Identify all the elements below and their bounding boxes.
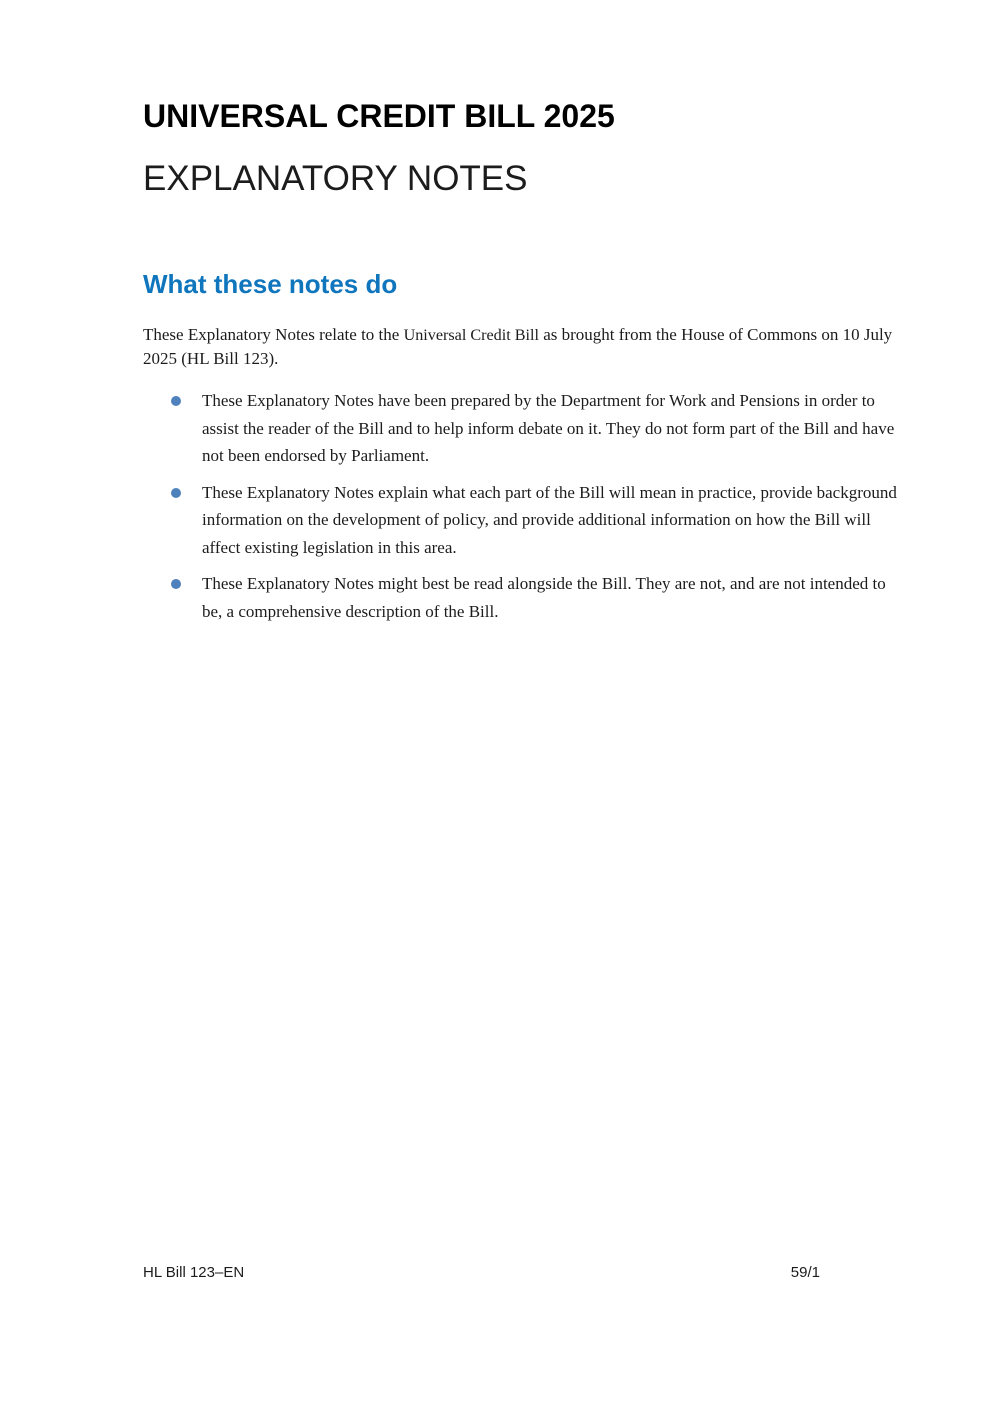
bill-name: Universal Credit Bill xyxy=(403,327,539,344)
bullet-text: These Explanatory Notes might best be read alongside the Bill. They are not, and are not intended to be, a comprehensive description of the Bill. xyxy=(202,574,886,621)
bullet-text: These Explanatory Notes have been prepared by the Department for Work and Pensions in order to assist the reader of the Bill and to help inform debate on it. They do not form part of the Bill and have not been endorsed by Parliament. xyxy=(202,391,895,465)
document-content xyxy=(143,0,903,625)
bullet-item xyxy=(202,479,897,562)
section-heading: What these notes do xyxy=(143,269,398,299)
footer-page-number: 59/1 xyxy=(790,1264,820,1281)
document-title: UNIVERSAL CREDIT BILL 2025 xyxy=(143,98,615,134)
intro-paragraph xyxy=(143,323,903,370)
footer-bill-reference: HL Bill 123–EN xyxy=(143,1264,245,1281)
bullet-dot-icon xyxy=(171,488,181,498)
bullet-item xyxy=(202,570,897,625)
page-footer xyxy=(143,1264,820,1281)
bullet-dot-icon xyxy=(171,396,181,406)
bullet-text: These Explanatory Notes explain what each part of the Bill will mean in practice, provide background information on the development of policy, and provide additional information on how the Bill will affect existing legislation in this area. xyxy=(202,482,897,557)
bullet-list xyxy=(143,387,897,625)
document-subtitle: EXPLANATORY NOTES xyxy=(143,159,528,198)
intro-text-after: as brought from the House of Commons on 10 July 2025 (HL Bill 123). xyxy=(143,325,893,368)
intro-text-before: These Explanatory Notes relate to the xyxy=(143,325,404,344)
bullet-item xyxy=(202,387,897,470)
bullet-dot-icon xyxy=(171,579,181,589)
